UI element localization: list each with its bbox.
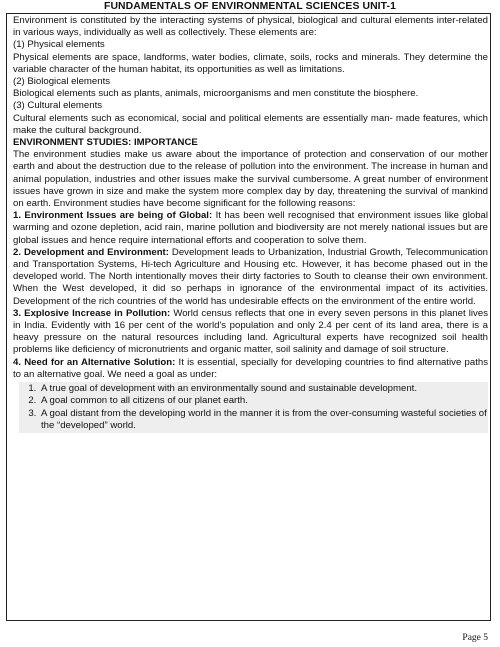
cultural-elements-heading: (3) Cultural elements [13,100,103,112]
page-number: Page 5 [462,633,488,643]
point-2-title: 2. Development and Environment: [13,246,169,258]
goals-box [19,382,488,433]
biological-elements-heading: (2) Biological elements [13,76,111,88]
point-3-paragraph [13,308,488,357]
physical-elements-paragraph: Physical elements are space, landforms, water bodies, climate, soils, rocks and minerals. They determine the variable character of the human habitat, its opportunities as well as limitations. [13,51,488,75]
point-4-text: It is essential, specially for developing countries to find alternative paths to an alternative goal. We need a goal as under: [13,356,488,380]
point-1-paragraph [13,210,488,247]
point-3-title: 3. Explosive Increase in Pollution: [13,307,171,319]
point-2-text: Development leads to Urbanization, Industrial Growth, Telecommunication and Transportation Systems, Hi-tech Agriculture and Housing etc. However, it has become phased out in the developed world. The North intentionally moves their dirty factories to South to cleanse their own environment. When the West developed, it did so perhaps in ignorance of the environmental impact of its activities. Development of the rich countries of the world has undesirable effects on the environment of the entire world. [13,246,488,307]
point-1-text: It has been well recognised that environment issues like global warming and ozone depletion, acid rain, marine pollution and biodiversity are not merely national issues but are global issues and hence require international efforts and cooperation to solve them. [13,210,488,246]
importance-paragraph: The environment studies make us aware about the importance of protection and conservation of our mother earth and about the destruction due to the release of pollution into the environment. The increase in human and animal population, industries and other issues make the survival cumbersome. A great number of environment issues have grown in size and make the system more complex day by day, threatening the survival of mankind on earth. Environment studies have become significant for the following reasons: [13,149,488,210]
point-1-title: 1. Environment Issues are being of Global: [13,210,213,222]
page-header: FUNDAMENTALS OF ENVIRONMENTAL SCIENCES UNIT-1 [104,1,396,12]
point-4-title: 4. Need for an Alternative Solution: [13,356,176,368]
point-4-paragraph [13,357,488,381]
importance-heading: ENVIRONMENT STUDIES: IMPORTANCE [13,137,198,149]
point-2-paragraph [13,247,488,308]
intro-paragraph: Environment is constituted by the interacting systems of physical, biological and cultural elements inter-related in various ways, individually as well as collectively. These elements are: [13,15,488,39]
physical-elements-heading: (1) Physical elements [13,39,105,51]
cultural-elements-paragraph: Cultural elements such as economical, social and political elements are essentially man- made features, which make the cultural background. [13,112,488,136]
goal-item: 1. A true goal of development with an environmentally sound and sustainable development. [39,383,488,395]
goal-item: 3. A goal distant from the developing world in the manner it is from the over-consuming wasteful societies of the “developed” world. [39,408,488,432]
goals-list [19,383,488,432]
point-3-text: World census reflects that one in every seven persons in this planet lives in India. Evidently with 16 per cent of the world's population and only 2.4 per cent of its land area, there is a heavy pressure on the natural resources including land. Agricultural experts have recognized soil health problems like deficiency of micronutrients and organic matter, soil salinity and damage of soil structure. [13,307,488,356]
document-body [13,15,488,433]
biological-elements-paragraph: Biological elements such as plants, animals, microorganisms and men constitute the biosphere. [13,88,419,100]
goal-item: 2. A goal common to all citizens of our planet earth. [39,395,488,407]
